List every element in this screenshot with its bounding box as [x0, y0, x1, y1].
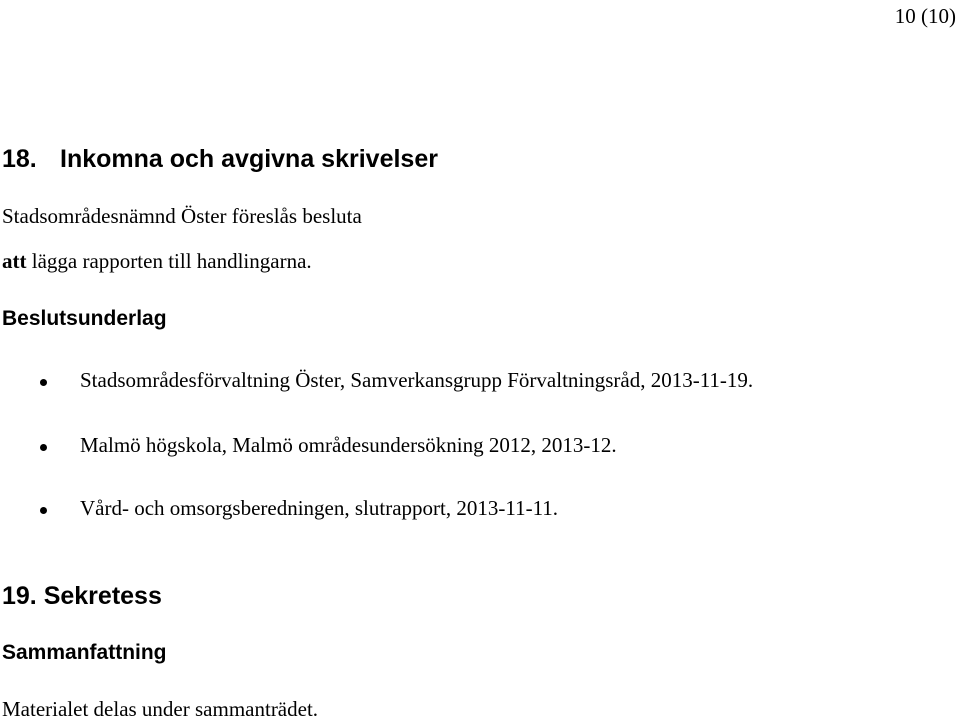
bullet-icon: [40, 507, 47, 514]
bullet-icon: [40, 444, 47, 451]
section-18-title: Inkomna och avgivna skrivelser: [60, 145, 438, 173]
decision-text: lägga rapporten till handlingarna.: [26, 249, 312, 273]
decision-line: [2, 249, 312, 274]
section-19-heading: 19. Sekretess: [2, 582, 162, 610]
beslutsunderlag-heading: Beslutsunderlag: [2, 307, 167, 330]
bullet-icon: [40, 379, 47, 386]
section-18-number: 18.: [2, 145, 37, 173]
summary-heading: Sammanfattning: [2, 641, 167, 664]
att-keyword: att: [2, 249, 27, 273]
list-item-text: Malmö högskola, Malmö områdesundersökning 2012, 2013-12.: [80, 433, 617, 457]
proposal-line: Stadsområdesnämnd Öster föreslås besluta: [2, 204, 362, 228]
list-item-text: Vård- och omsorgsberedningen, slutrapport, 2013-11-11.: [80, 496, 559, 520]
section-18-heading: [2, 145, 438, 174]
page-number: 10 (10): [894, 4, 956, 28]
summary-text: Materialet delas under sammanträdet.: [2, 697, 319, 721]
list-item-text: Stadsområdesförvaltning Öster, Samverkansgrupp Förvaltningsråd, 2013-11-19.: [80, 368, 754, 392]
